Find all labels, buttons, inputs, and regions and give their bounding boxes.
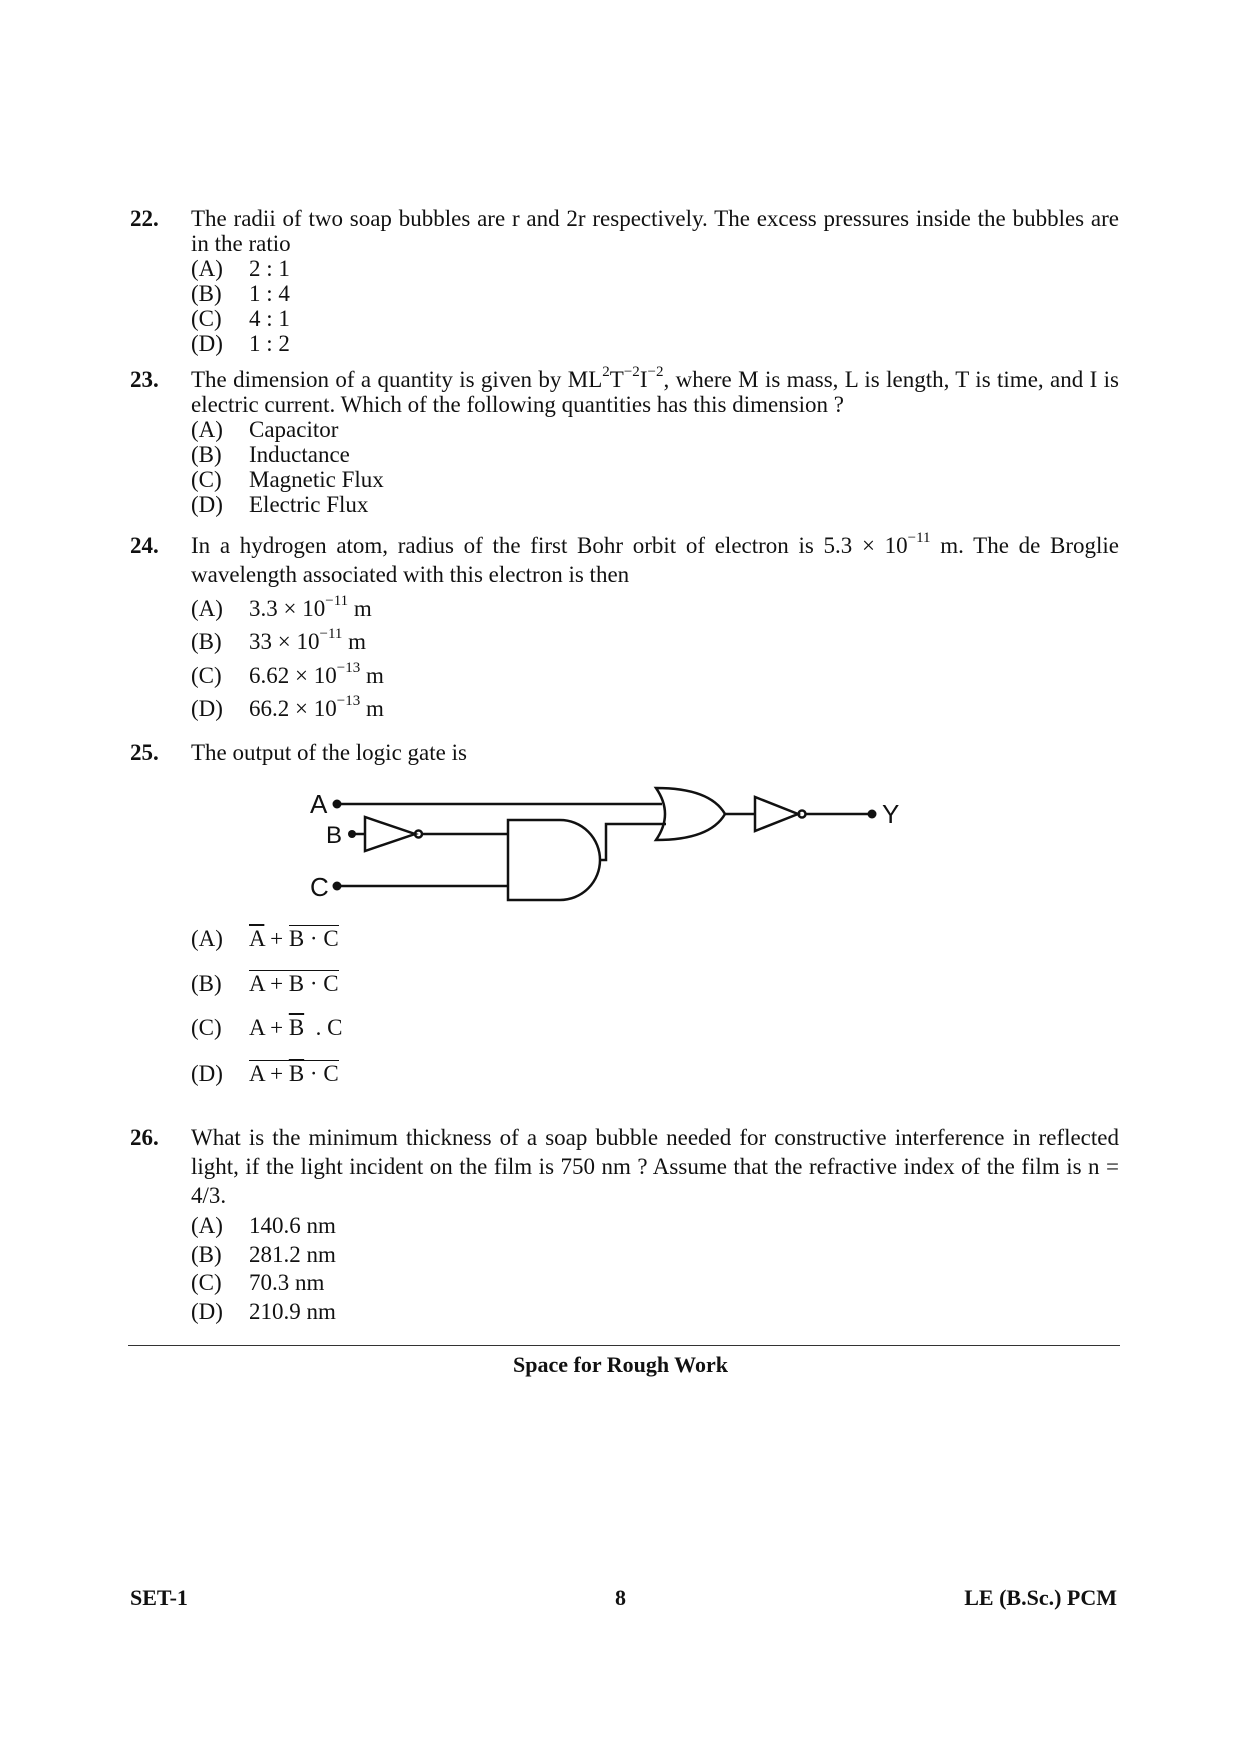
option-a[interactable]: (A) $\overline{A} + B \cdot C$ [191,926,339,951]
option-a[interactable]: (A) 2 : 1 [191,256,290,281]
question-number: 25. [130,740,159,765]
option-d[interactable]: (D) $66.2 \times 10^{-13}$ m [191,693,384,721]
option-d[interactable]: (D) Electric Flux [191,492,369,517]
option-c[interactable]: (C) $A + \overline{B}$ . C [191,1015,343,1040]
question-number: 22. [130,206,159,231]
question-number: 24. [130,533,159,558]
label-a: A [310,789,328,819]
footer-set: SET-1 [130,1585,188,1610]
question-number: 26. [130,1125,159,1150]
option-b[interactable]: (B) Inductance [191,442,350,467]
label-y: Y [882,799,900,829]
label-c: C [310,872,329,902]
option-a[interactable]: (A) 140.6 nm [191,1213,336,1238]
footer-exam-code: LE (B.Sc.) PCM [964,1585,1117,1610]
rough-work-heading: Space for Rough Work [513,1352,728,1377]
footer-page-number: 8 [615,1585,626,1610]
option-c[interactable]: (C) $6.62 \times 10^{-13}$ m [191,660,384,688]
question-text: The radii of two soap bubbles are r and 2r respectively. The excess pressures inside the bubbles are in the ratio [191,206,1119,256]
question-text: What is the minimum thickness of a soap bubble needed for constructive interference in reflected light, if the light incident on the film is 750 nm ? Assume that the refractive index of the film is n = 4/3. [191,1125,1119,1208]
option-a[interactable]: (A) Capacitor [191,417,339,442]
divider [128,1345,1120,1346]
option-b[interactable]: (B) A + B · C [191,971,339,996]
option-b[interactable]: (B) 281.2 nm [191,1242,336,1267]
wire-and-out [600,824,666,860]
option-b[interactable]: (B) $33 \times 10^{-11}$ m [191,626,367,654]
not-bubble-out [799,811,806,818]
option-c[interactable]: (C) 4 : 1 [191,306,290,331]
option-a[interactable]: (A) $3.3 \times 10^{-11}$ m [191,593,372,621]
label-b: B [326,822,343,849]
not-gate-out [755,797,798,831]
question-text: The dimension of a quantity is given by $ML^2T^{-2}I^{-2}$, where M is mass, L is length, T is time, and I is electric current. Which of the following quantities has this dimension ? [191,364,1119,417]
option-c[interactable]: (C) Magnetic Flux [191,467,384,492]
option-b[interactable]: (B) 1 : 4 [191,281,290,306]
not-gate-b [365,817,415,851]
question-number: 23. [130,367,159,392]
and-gate [508,820,600,900]
question-text: The output of the logic gate is [191,740,467,765]
option-d[interactable]: (D) $A + \overline{B} \cdot C$ [191,1061,339,1086]
or-gate [656,788,725,840]
option-d[interactable]: (D) 1 : 2 [191,331,290,356]
option-c[interactable]: (C) 70.3 nm [191,1270,325,1295]
question-text: In a hydrogen atom, radius of the first Bohr orbit of electron is $5.3 \times 10^{-11}$ m. The de Broglie wavelength associated with this electron is then [191,530,1120,587]
logic-gate-diagram [300,780,940,910]
option-d[interactable]: (D) 210.9 nm [191,1299,336,1324]
